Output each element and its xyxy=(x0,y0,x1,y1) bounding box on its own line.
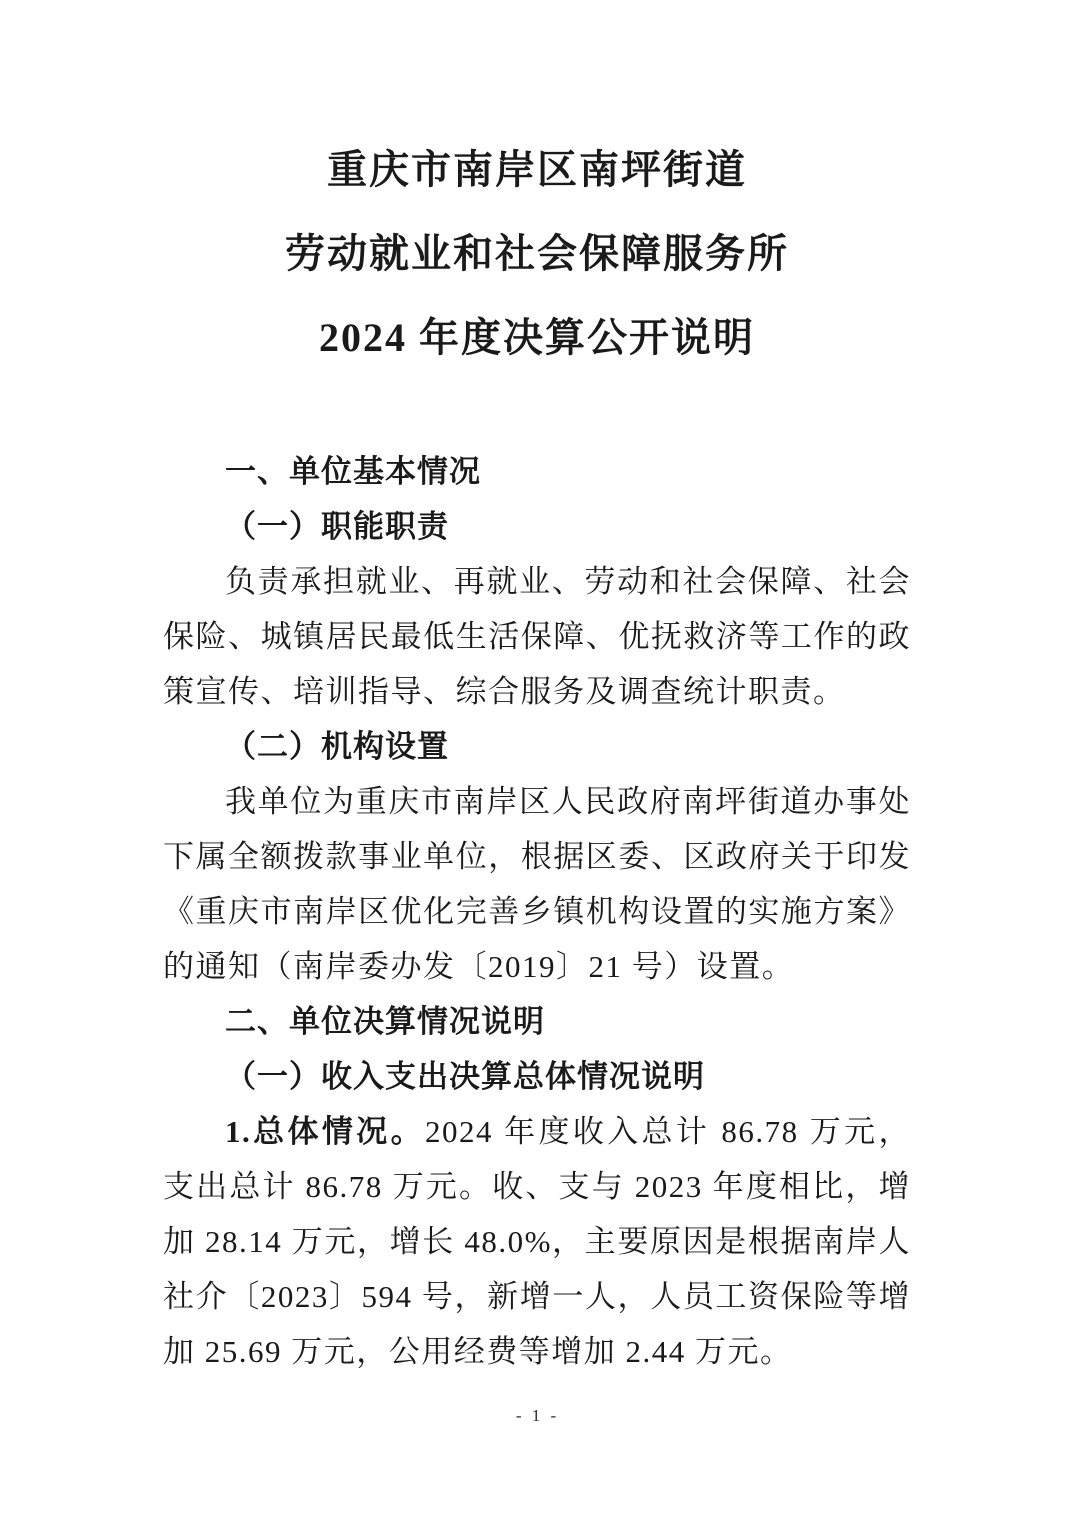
subsection-heading-income-expenditure: （一）收入支出决算总体情况说明 xyxy=(225,1059,705,1094)
subsection-heading-organization: （二）机构设置 xyxy=(225,729,449,764)
document-title xyxy=(163,128,911,380)
overview-body-text: 2024 年度收入总计 86.78 万元，支出总计 86.78 万元。收、支与 2023 年度相比，增加 28.14 万元，增长 48.0%，主要原因是根据南岸人社介〔2023〕594 号，新增一人，人员工资保险等增加 25.69 万元，公用经费等增加 2.44 万元。 xyxy=(163,1114,912,1369)
title-line-2: 劳动就业和社会保障服务所 xyxy=(285,231,789,276)
paragraph-functions: 负责承担就业、再就业、劳动和社会保障、社会保险、城镇居民最低生活保障、优抚救济等工作的政策宣传、培训指导、综合服务及调查统计职责。 xyxy=(163,564,911,709)
overview-lead-label: 1.总体情况。 xyxy=(225,1114,425,1149)
document-body xyxy=(163,444,911,1379)
paragraph-organization: 我单位为重庆市南岸区人民政府南坪街道办事处下属全额拨款事业单位，根据区委、区政府关于印发《重庆市南岸区优化完善乡镇机构设置的实施方案》的通知（南岸委办发〔2019〕21 号）设置。 xyxy=(163,784,911,984)
paragraph-overview xyxy=(163,1104,911,1379)
title-line-1: 重庆市南岸区南坪街道 xyxy=(327,147,747,192)
subsection-heading-functions: （一）职能职责 xyxy=(225,509,449,544)
document-content xyxy=(163,128,911,1379)
page-number: - 1 - xyxy=(515,1406,560,1425)
section-heading-basic-info: 一、单位基本情况 xyxy=(225,454,481,489)
section-heading-final-accounts: 二、单位决算情况说明 xyxy=(225,1004,545,1039)
title-line-3: 2024 年度决算公开说明 xyxy=(319,315,755,360)
